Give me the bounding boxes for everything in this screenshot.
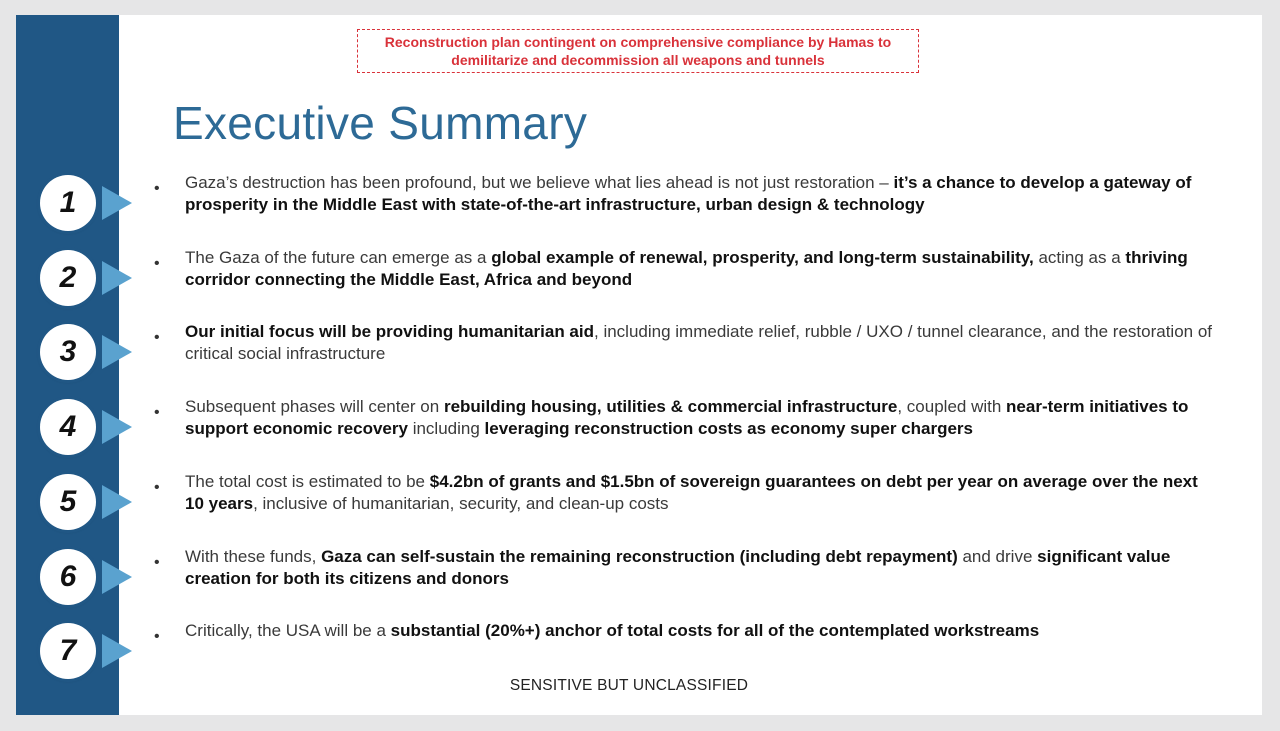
bullet-icon: • bbox=[154, 255, 160, 272]
text-segment: acting as a bbox=[1033, 248, 1126, 267]
chevron-right-icon bbox=[102, 485, 132, 519]
summary-item bbox=[16, 620, 1262, 682]
text-segment: Gaza’s destruction has been profound, but we believe what lies ahead is not just restoration – bbox=[185, 173, 894, 192]
bullet-icon: • bbox=[154, 180, 160, 197]
chevron-right-icon bbox=[102, 261, 132, 295]
bold-text-segment: rebuilding housing, utilities & commercial infrastructure bbox=[443, 397, 898, 416]
summary-text bbox=[185, 247, 1215, 291]
text-segment: and drive bbox=[957, 547, 1038, 566]
number-badge: 5 bbox=[40, 474, 96, 530]
summary-item bbox=[16, 247, 1262, 309]
bold-text-segment: substantial (20%+) anchor of total costs for all of the contemplated workstreams bbox=[390, 621, 1040, 640]
summary-item bbox=[16, 321, 1262, 383]
text-segment: , including immediate relief, rubble / UXO / tunnel clearance, and the restoration of critical social infrastructure bbox=[185, 322, 1213, 363]
number-badge: 6 bbox=[40, 549, 96, 605]
text-segment: Subsequent phases will center on bbox=[185, 397, 444, 416]
summary-text bbox=[185, 396, 1215, 440]
bold-text-segment: Gaza can self-sustain the remaining reconstruction (including debt repayment) bbox=[321, 547, 958, 566]
bullet-icon: • bbox=[154, 404, 160, 421]
bold-text-segment: Our initial focus will be providing humanitarian aid bbox=[185, 322, 594, 341]
bold-text-segment: it’s a chance to develop a gateway of prosperity in the Middle East with state-of-the-art infrastructure, urban design & technology bbox=[185, 173, 1192, 214]
chevron-right-icon bbox=[102, 335, 132, 369]
chevron-right-icon bbox=[102, 186, 132, 220]
number-badge: 7 bbox=[40, 623, 96, 679]
bullet-icon: • bbox=[154, 628, 160, 645]
number-badge: 4 bbox=[40, 399, 96, 455]
summary-text bbox=[185, 321, 1215, 365]
summary-item bbox=[16, 172, 1262, 234]
summary-text bbox=[185, 172, 1215, 216]
bold-text-segment: leveraging reconstruction costs as economy super chargers bbox=[484, 419, 973, 438]
summary-text bbox=[185, 471, 1215, 515]
summary-item bbox=[16, 471, 1262, 533]
bold-text-segment: thriving corridor connecting the Middle East, Africa and beyond bbox=[185, 248, 1188, 289]
number-badge: 3 bbox=[40, 324, 96, 380]
text-segment: including bbox=[407, 419, 485, 438]
page-title: Executive Summary bbox=[173, 97, 588, 149]
bold-text-segment: $4.2bn of grants and $1.5bn of sovereign guarantees on debt per year on average over the next 10 years bbox=[185, 472, 1198, 513]
bold-text-segment: significant value creation for both its citizens and donors bbox=[185, 547, 1171, 588]
text-segment: , inclusive of humanitarian, security, and clean-up costs bbox=[253, 494, 669, 513]
compliance-notice: Reconstruction plan contingent on comprehensive compliance by Hamas to demilitarize and decommission all weapons and tunnels bbox=[357, 29, 919, 73]
summary-item bbox=[16, 396, 1262, 458]
summary-text bbox=[185, 620, 1215, 642]
summary-item bbox=[16, 546, 1262, 608]
chevron-right-icon bbox=[102, 410, 132, 444]
bullet-icon: • bbox=[154, 479, 160, 496]
bold-text-segment: global example of renewal, prosperity, and long-term sustainability, bbox=[491, 248, 1034, 267]
chevron-right-icon bbox=[102, 560, 132, 594]
bold-text-segment: near-term initiatives to support economic recovery bbox=[185, 397, 1189, 438]
text-segment: The total cost is estimated to be bbox=[185, 472, 430, 491]
number-badge: 2 bbox=[40, 250, 96, 306]
bullet-icon: • bbox=[154, 329, 160, 346]
classification-footer: SENSITIVE BUT UNCLASSIFIED bbox=[509, 677, 749, 694]
summary-text bbox=[185, 546, 1215, 590]
text-segment: Critically, the USA will be a bbox=[185, 621, 391, 640]
text-segment: The Gaza of the future can emerge as a bbox=[185, 248, 492, 267]
chevron-right-icon bbox=[102, 634, 132, 668]
slide bbox=[16, 15, 1262, 715]
text-segment: With these funds, bbox=[185, 547, 322, 566]
text-segment: , coupled with bbox=[897, 397, 1007, 416]
bullet-icon: • bbox=[154, 554, 160, 571]
number-badge: 1 bbox=[40, 175, 96, 231]
